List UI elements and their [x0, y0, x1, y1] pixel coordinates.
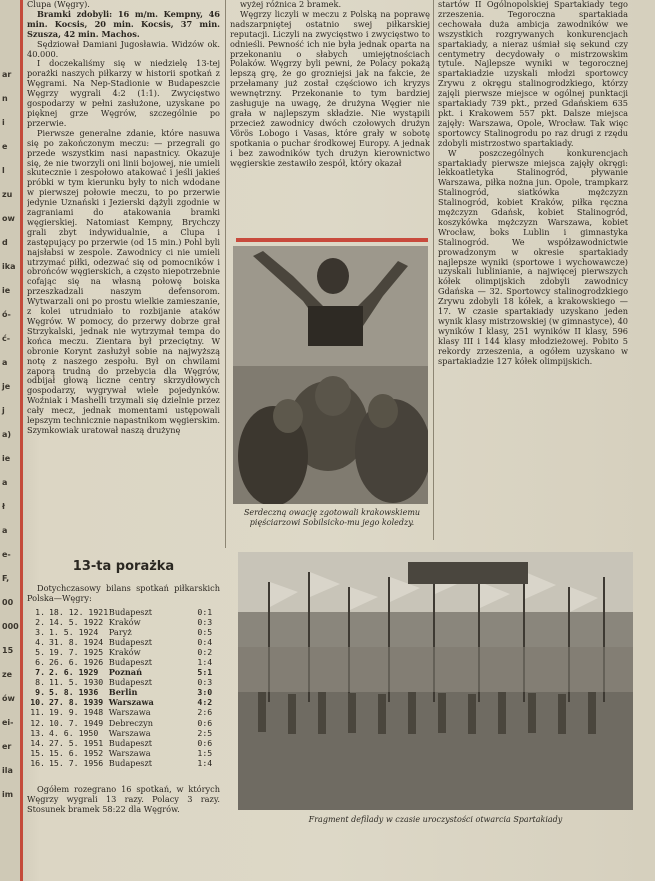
match-score: 0:6 — [197, 717, 213, 728]
edge-fragment: j — [2, 406, 5, 415]
column-divider-right — [433, 0, 434, 540]
middle-article-column — [230, 0, 430, 235]
results-outro-text: Ogółem rozegrano 16 spotkań, w których Węgrzy wygrali 13 razy. Polacy 3 razy. Stosunek bramek 58:22 dla Węgrów. — [27, 784, 220, 814]
match-n: 4. — [35, 637, 45, 648]
middle-intro: wyżej różnica 2 bramek. — [240, 0, 342, 9]
match-row — [30, 748, 220, 758]
match-city: Budapeszt — [108, 637, 153, 648]
photo1-caption: Serdeczną owację zgotowali krakowskiemu pięściarzowi Sobilsicko-mu jego koledzy. — [243, 508, 421, 527]
match-n: 10. — [30, 697, 45, 708]
edge-fragment: ie — [2, 454, 11, 463]
edge-fragment: e — [2, 142, 8, 151]
match-n: 14. — [30, 737, 45, 748]
middle-text: Węgrzy liczyli w meczu z Polską na poprawę nadszarpniętej ostatnio swej piłkarskiej reputacji. Liczyli na zwycięstwo i zwycięstwo to odnieśli. Pewność ich nie była jednak oparta na przekonaniu o słabych umiejętnościach Polaków. Węgrzy byli pewni, że Polacy pokażą lepszą grę, że go grozniejsi jak na fakcie, że przełamany już został częściowo ich kryzys wewnętrzny. Przekonanie to tym bardziej zasługuje na uwagę, że drużyna Węgier nie grała w najlepszym składzie. Nie wystąpili przecież zawodnicy dwóch czołowych drużyn Vörös Lobogo i Vasas, które grały w sobotę spotkania o puchar środkowej Europy. A jednak i bez zawodników tych drużyn kierownictwo węgierskie zestawiło zespół, który okazał — [230, 8, 430, 168]
match-row — [30, 627, 220, 637]
match-row — [30, 728, 220, 738]
match-row — [30, 697, 220, 707]
match-row — [30, 637, 220, 647]
edge-fragment: n — [2, 94, 8, 103]
edge-fragment: er — [2, 742, 12, 751]
match-city: Debreczyn — [108, 717, 154, 728]
edge-fragment: 000 — [2, 622, 19, 631]
edge-fragment: d — [2, 238, 8, 247]
left-article-column — [27, 0, 220, 545]
match-city: Kraków — [108, 617, 141, 628]
edge-fragment: ow — [2, 214, 15, 223]
match-row — [30, 657, 220, 667]
match-score: 2:5 — [197, 727, 213, 738]
edge-fragment: i — [2, 118, 5, 127]
results-intro-text: Dotychczasowy bilans spotkań piłkarskich Polska—Węgry: — [27, 583, 220, 603]
match-date: 14. 5. 1922 — [49, 617, 104, 628]
match-n: 16. — [30, 757, 45, 768]
match-n: 5. — [35, 647, 45, 658]
edge-fragment: F, — [2, 574, 10, 583]
match-row — [30, 647, 220, 657]
match-score: 0:3 — [197, 617, 213, 628]
edge-fragment: 15 — [2, 646, 14, 655]
match-score: 2:6 — [197, 707, 213, 718]
match-score: 5:1 — [197, 667, 213, 678]
adjacent-column-fragment — [0, 0, 20, 881]
match-city: Kraków — [108, 647, 141, 658]
article-paragraph-1: I doczekaliśmy się w niedzielę 13-tej porażki naszych piłkarzy w historii spotkań z Węgrami. Na Nep-Stadionie w Budapeszcie Węgrzy wygrali 4:2 (1:1). Zwycięstwo gospodarzy w pełni zasłużone, uzyskane po pięknej grze Węgrów, szczególnie po przerwie. — [27, 58, 220, 128]
edge-fragment: 00 — [2, 598, 14, 607]
edge-fragment: a — [2, 478, 8, 487]
match-city: Warszawa — [108, 727, 151, 738]
results-box-intro — [27, 583, 220, 603]
red-margin-rule — [20, 0, 23, 881]
match-n: 9. — [35, 687, 45, 698]
boxer-celebration-photo — [233, 246, 428, 504]
match-city: Budapeszt — [108, 737, 153, 748]
match-score: 1:5 — [197, 747, 213, 758]
match-row — [30, 707, 220, 717]
match-n: 6. — [35, 657, 45, 668]
match-date: 27. 8. 1939 — [49, 697, 104, 708]
match-date: 4. 6. 1950 — [49, 727, 99, 738]
edge-fragment: ila — [2, 766, 13, 775]
match-city: Budapeszt — [108, 657, 153, 668]
match-row — [30, 677, 220, 687]
match-city: Budapeszt — [108, 607, 153, 617]
match-n: 11. — [30, 707, 45, 718]
edge-fragment: a — [2, 358, 8, 367]
match-row — [30, 718, 220, 728]
match-score: 1:4 — [197, 757, 213, 768]
match-city: Warszawa — [108, 707, 151, 718]
match-city: Budapeszt — [108, 677, 153, 688]
edge-fragment: zu — [2, 190, 13, 199]
match-date: 18. 12. 1921 — [49, 607, 109, 617]
edge-fragment: im — [2, 790, 14, 799]
match-row — [30, 738, 220, 748]
match-score: 0:3 — [197, 677, 213, 688]
right-text-2: W poszczególnych konkurencjach spartakiady pierwsze miejsca zajęły okręgi: lekkoatletyka Stalinogród, pływanie Warszawa, piłka nożna jun. Opole, trampkarz Stalinogród, siatkówka mężczyzn Stalinogród, kobiet Kraków, piłka ręczna mężczyzn Gdańsk, kobiet Stalinogród, koszykówka mężczyzn Warszawa, kobiet Wrocław, boks Lublin i gimnastyka Stalinogród. We współzawodnictwie prowadzonym w okresie spartakiady najlepsze wyniki (sportowe i wychowawcze) uzyskali lublinianie, a najwięcej pierwszych kółek olimpijskich zdobyli zawodnicy Gdańska — 32. Sportowcy stalinogrodzkiego Zrywu zdobyli 18 kółek, a krakowskiego — 17. W czasie spartakiady uzyskano jeden wynik klasy mistrzowskiej (w gimnastyce), 40 wyników I klasy, 251 wyników II klasy, 596 klasy III i 144 klasy młodzieżowej. Pobito 5 rekordy zrzeszenia, a ogółem uzyskano w spartakiadzie 127 kółek olimpijskich. — [438, 147, 628, 366]
edge-fragment: ar — [2, 70, 12, 79]
match-score: 0:6 — [197, 737, 213, 748]
edge-fragment: je — [2, 382, 11, 391]
parade-photo — [238, 552, 633, 810]
match-score: 0:1 — [197, 607, 213, 617]
match-row — [30, 687, 220, 697]
match-date: 15. 7. 1956 — [49, 757, 104, 768]
match-city: Warszawa — [108, 747, 151, 758]
edge-fragment: a — [2, 526, 8, 535]
match-n: 2. — [35, 617, 45, 628]
article-paragraph-2: Pierwsze generalne zdanie, które nasuwa się po zakończonym meczu: — przegrali go przede wszystkim nasi napastnicy. Okazuje się, że nie tworzyli oni linii bojowej, nie umieli skutecznie i zespołowo atakować i jeśli jakieś próbki w tym kierunku były to nich wdodane w pierwszej połowie meczu, to po przerwie jedynie Uznański i Jezierski dążyli zgodnie w zagraniami do atakowania bramki węgierskiej. Natomiast Kempny, Brychczy grali zbyt indywidualnie, a Clupa i zastępujący po przerwie (od 15 min.) Pohl byli najsłabsi w zespole. Zawodnicy ci nie umieli utrzymać piłki, odezwać się od pomocników i obrońców węgierskich, a często niepotrzebnie cofając się na własną połowę boiska przeszkadzali naszym defensorom. Wytwarzali oni po prostu wielkie zamieszanie, z kolei utrudniało to rozbijanie ataków Węgrów. W pomocy, do przerwy dobrze grał Strzykalski, jednak nie wytrzymał tempa do końca meczu. Zientara był przeciętny. W obronie Korynt zasłużył sobie na najwyższą notę z naszego zespołu. Był on chwilami zaporą trudną do przebycia dla Węgrów, odbijał głową liczne centry skrzydłowych gospodarzy, wygrywał wiele pojedynków. Woźniak i Mashelli trzymali się dzielnie przez cały mecz, jednak momentami ustępowali lepszym technicznie napastnikom węgierskim. Szymkowiak uratował naszą drużynę — [27, 127, 220, 435]
match-city: Berlin — [108, 687, 138, 698]
match-row — [30, 758, 220, 768]
photo2-caption: Fragment defilady w czasie uroczystości otwarcia Spartakiady — [308, 815, 563, 824]
match-n: 8. — [35, 677, 45, 688]
column-divider — [225, 0, 226, 548]
match-row — [30, 607, 220, 617]
results-box-title: 13-ta porażka — [72, 559, 175, 574]
match-date: 26. 6. 1926 — [49, 657, 104, 668]
match-score: 1:4 — [197, 657, 213, 668]
match-results-table — [30, 607, 220, 768]
results-box-outro — [27, 784, 220, 814]
match-city: Paryż — [108, 627, 132, 638]
edge-fragment: ei- — [2, 718, 14, 727]
match-date: 5. 8. 1936 — [49, 687, 99, 698]
edge-fragment: ie — [2, 286, 11, 295]
match-date: 1. 5. 1924 — [49, 627, 99, 638]
edge-fragment: ć- — [2, 334, 11, 343]
match-row — [30, 667, 220, 677]
match-date: 19. 9. 1948 — [49, 707, 104, 718]
match-date: 27. 5. 1951 — [49, 737, 104, 748]
edge-fragment: ł — [2, 502, 5, 511]
scorers-header: Clupa (Węgry). — [27, 0, 90, 9]
match-score: 4:2 — [197, 697, 213, 708]
edge-fragment: ika — [2, 262, 16, 271]
match-n: 15. — [30, 747, 45, 758]
match-row — [30, 617, 220, 627]
match-n: 13. — [30, 727, 45, 738]
match-date: 2. 6. 1929 — [49, 667, 99, 678]
referee-line: Sędziował Damiani Jugosławia. Widzów ok. 40.000. — [27, 38, 220, 59]
edge-fragment: a) — [2, 430, 12, 439]
match-date: 15. 6. 1952 — [49, 747, 104, 758]
match-date: 31. 8. 1924 — [49, 637, 104, 648]
match-date: 11. 5. 1930 — [49, 677, 104, 688]
match-n: 3. — [35, 627, 45, 638]
edge-fragment: ó- — [2, 310, 11, 319]
match-date: 19. 7. 1925 — [49, 647, 104, 658]
red-separator — [236, 238, 428, 242]
match-n: 1. — [35, 607, 45, 617]
edge-fragment: ów — [2, 694, 15, 703]
match-city: Budapeszt — [108, 757, 153, 768]
right-article-column — [438, 0, 628, 535]
match-score: 0:4 — [197, 637, 213, 648]
match-score: 0:5 — [197, 627, 213, 638]
match-n: 7. — [35, 667, 45, 678]
edge-fragment: e- — [2, 550, 11, 559]
edge-fragment: l — [2, 166, 5, 175]
match-date: 10. 7. 1949 — [49, 717, 104, 728]
edge-fragment: ze — [2, 670, 13, 679]
match-city: Poznań — [108, 667, 143, 678]
match-score: 3:0 — [197, 687, 213, 698]
match-n: 12. — [30, 717, 45, 728]
right-text: startów II Ogólnopolskiej Spartakiady tego zrzeszenia. Tegoroczna spartakiada cechowała duża ambicja zawodników we wszystkich rozgrywanych konkurencjach spartakiady, a nieraz uśmiał się sekund czy centymetry decydowały o mistrzowskim tytule. Najlepsze wyniki w tegorocznej spartakiadzie uzyskali młodzi sportowcy Zrywu z okręgu stalinogrodzkiego, którzy zajęli pierwsze miejsce w ogólnej punktacji spartakiady 739 pkt., przed Gdańskiem 635 pkt. i Krakowem 557 pkt. Dalsze miejsca zajęły: Warszawa, Opole, Wrocław. Tak więc sportowcy Stalinogrodu po raz drugi z rzędu zdobyli mistrzostwo spartakiady. — [438, 0, 628, 148]
scorers-line: Bramki zdobyli: 16 m/m. Kempny, 46 min. Kocsis, 20 min. Kocsis, 37 min. Szusza, 42 min. Machos. — [27, 8, 220, 39]
match-score: 0:2 — [197, 647, 213, 658]
match-city: Warszawa — [108, 697, 154, 708]
